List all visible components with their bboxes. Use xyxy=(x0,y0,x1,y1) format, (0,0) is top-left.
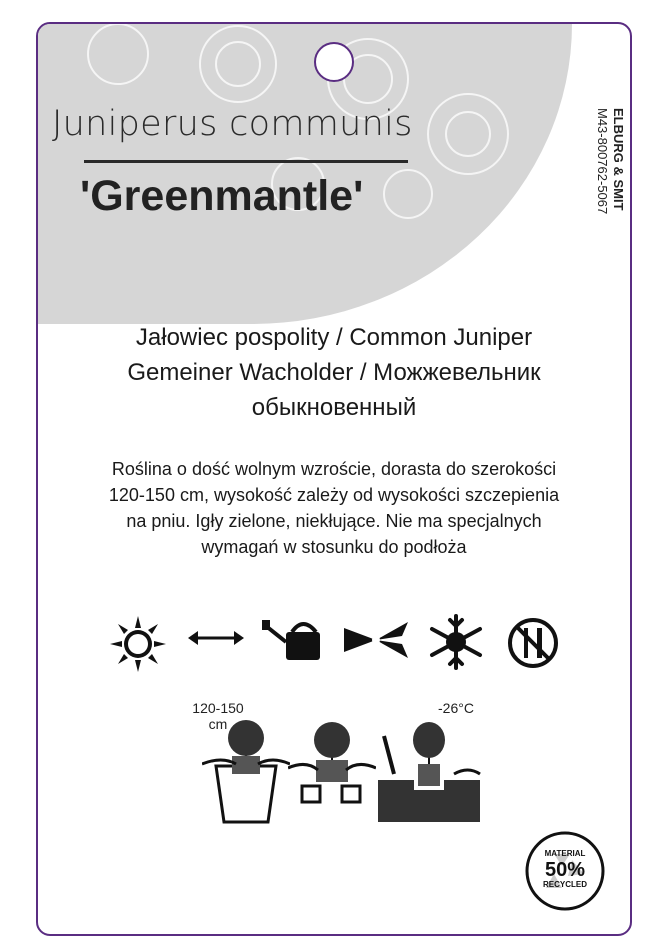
planting-step-3-icon xyxy=(374,716,484,824)
width-arrow-icon xyxy=(188,628,244,648)
full-sun-icon xyxy=(108,614,168,674)
width-label-unit: cm xyxy=(208,716,228,732)
width-label-value: 120-150 xyxy=(192,700,244,716)
description-line: 120-150 cm, wysokość zależy od wysokości szczepienia xyxy=(108,485,560,505)
description-line: wymagań w stosunku do podłoża xyxy=(201,537,467,557)
planting-step-2-icon xyxy=(288,716,376,824)
pruning-shears-icon xyxy=(342,618,410,662)
plant-label-card xyxy=(36,22,632,936)
cultivar-name: 'Greenmantle' xyxy=(80,172,364,220)
common-name-line: Jałowiec pospolity / Common Juniper xyxy=(135,324,533,351)
recycle-line-3: RECYCLED xyxy=(542,880,588,889)
brand-name: ELBURG & SMIT xyxy=(611,108,626,211)
snowflake-icon xyxy=(428,614,484,670)
recycle-line-1: MATERIAL xyxy=(544,849,586,858)
latin-name: Juniperus communis xyxy=(52,104,413,144)
common-names xyxy=(38,320,630,425)
not-edible-icon xyxy=(506,616,560,670)
description-line: na pniu. Igły zielone, niekłujące. Nie ma specjalnych xyxy=(126,511,542,531)
brand-block xyxy=(586,108,626,278)
recycled-material-badge xyxy=(524,830,606,912)
common-name-line: обыкновенный xyxy=(251,394,417,421)
common-name-line: Gemeiner Wacholder / Можжевельник xyxy=(127,359,541,386)
product-code: M43-800762-5067 xyxy=(595,108,610,215)
description-line: Roślina o dość wolnym wzroście, dorasta do szerokości xyxy=(111,459,557,479)
description xyxy=(38,456,630,560)
planting-step-1-icon xyxy=(202,716,290,824)
title-divider xyxy=(84,160,408,163)
recycle-line-2: 50% xyxy=(544,859,586,881)
watering-can-icon xyxy=(262,616,328,662)
care-icons-row xyxy=(38,614,630,732)
hanging-hole xyxy=(314,42,354,82)
hardiness-label: -26°C xyxy=(438,700,474,716)
